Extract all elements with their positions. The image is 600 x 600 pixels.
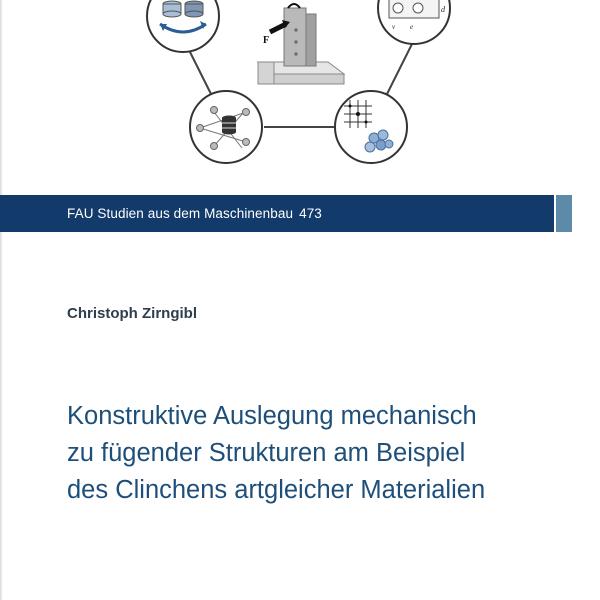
series-name: FAU Studien aus dem Maschinenbau xyxy=(67,206,294,221)
force-label: F xyxy=(263,35,270,46)
title-line: des Clinchens artgleicher Materialien xyxy=(67,476,486,504)
dim-v-label: v xyxy=(392,23,396,31)
lattice-icon xyxy=(335,91,407,163)
banner-accent-stripe xyxy=(556,195,572,232)
dim-e-label: e xyxy=(410,23,414,31)
specimen-illustration xyxy=(258,4,344,84)
title-line: zu fügender Strukturen am Beispiel xyxy=(67,439,466,467)
database-cycle-icon xyxy=(147,0,219,52)
series-banner xyxy=(0,195,554,232)
dim-d-label: d xyxy=(441,5,445,14)
cover-diagram xyxy=(0,0,600,175)
series-volume: 473 xyxy=(299,206,322,221)
connector-line xyxy=(385,42,413,98)
neural-network-icon xyxy=(190,91,262,163)
series-title xyxy=(67,195,322,232)
book-title xyxy=(67,398,587,509)
title-line: Konstruktive Auslegung mechanisch xyxy=(67,402,477,430)
joint-dimension-icon xyxy=(378,0,450,44)
author-name: Christoph Zirngibl xyxy=(67,305,197,322)
